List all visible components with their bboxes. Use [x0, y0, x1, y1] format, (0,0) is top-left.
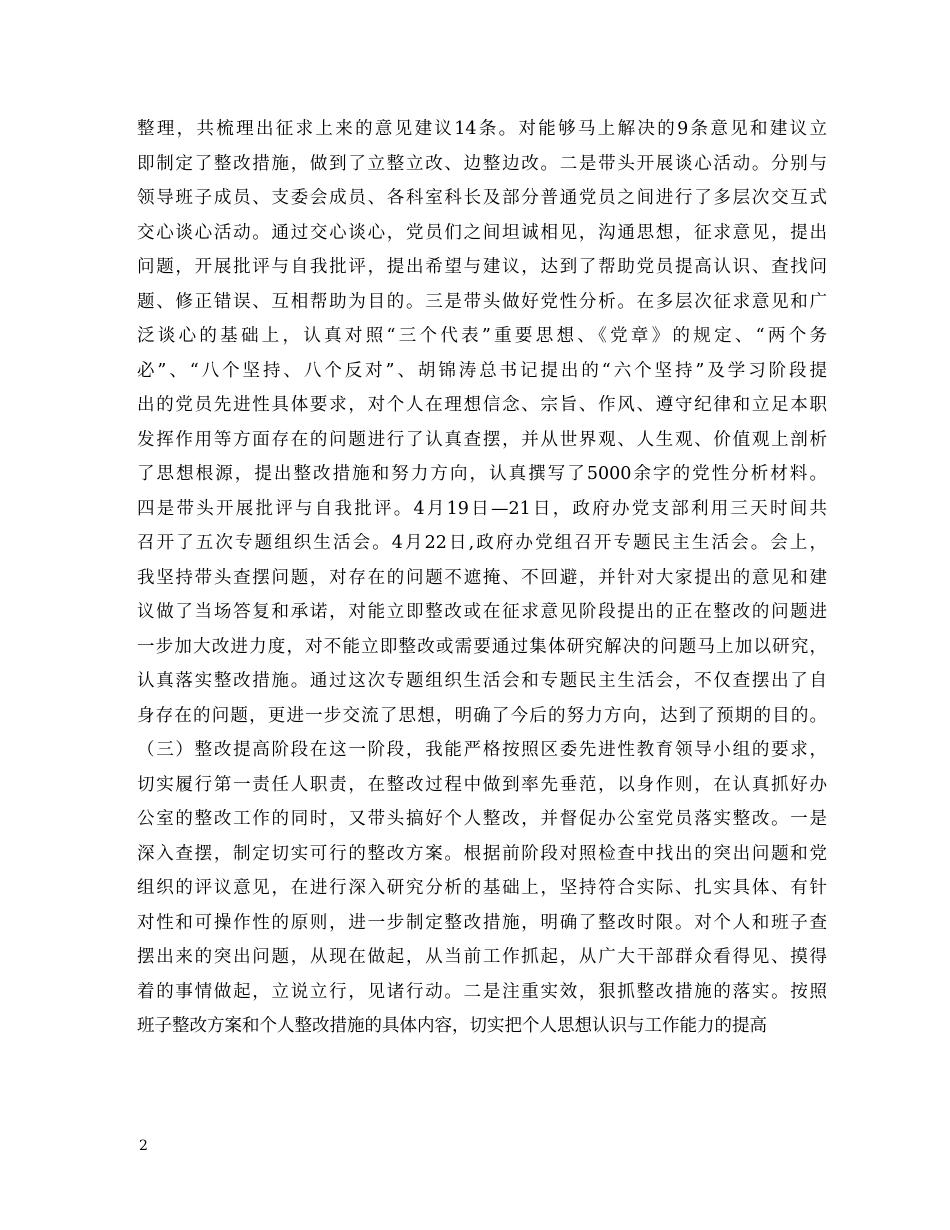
- text-line: 领导班子成员、支委会成员、各科室科长及部分普通党员之间进行了多层次交互式: [137, 188, 827, 208]
- text-line: 交心谈心活动。通过交心谈心，党员们之间坦诚相见，沟通思想，征求意见，提出: [137, 222, 827, 243]
- text-line: 了思想根源，提出整改措施和努力方向，认真撰写了5000余字的党性分析材料。: [137, 464, 827, 484]
- text-line: 一步加大改进力度，对不能立即整改或需要通过集体研究解决的问题马上加以研究，: [137, 636, 827, 657]
- text-line: 发挥作用等方面存在的问题进行了认真查摆，并从世界观、人生观、价值观上剖析: [137, 429, 827, 450]
- text-line: 组织的评议意见，在进行深入研究分析的基础上，坚持符合实际、扎实具体、有针: [137, 878, 827, 898]
- text-line: 题、修正错误、互相帮助为目的。三是带头做好党性分析。在多层次征求意见和广: [137, 291, 827, 312]
- body-text: [137, 112, 827, 1044]
- text-line: 必”、“八个坚持、八个反对”、胡锦涛总书记提出的“六个坚持”及学习阶段提: [137, 360, 827, 381]
- text-line: 问题，开展批评与自我批评，提出希望与建议，达到了帮助党员提高认识、查找问: [137, 257, 827, 277]
- text-line: 整理，共梳理出征求上来的意见建议14条。对能够马上解决的9条意见和建议立: [137, 119, 827, 139]
- text-line: 泛谈心的基础上，认真对照“三个代表”重要思想、《党章》的规定、“两个务: [137, 326, 827, 346]
- text-line: 议做了当场答复和承诺，对能立即整改或在征求意见阶段提出的正在整改的问题进: [137, 602, 827, 622]
- text-line: 深入查摆，制定切实可行的整改方案。根据前阶段对照检查中找出的突出问题和党: [137, 843, 827, 864]
- text-line: 四是带头开展批评与自我批评。4月19日—21日，政府办党支部利用三天时间共: [137, 498, 827, 519]
- text-line: 出的党员先进性具体要求，对个人在理想信念、宗旨、作风、遵守纪律和立足本职: [137, 395, 827, 415]
- text-line: （三）整改提高阶段在这一阶段，我能严格按照区委先进性教育领导小组的要求，: [137, 740, 827, 760]
- text-line: 即制定了整改措施，做到了立整立改、边整边改。二是带头开展谈心活动。分别与: [137, 153, 827, 174]
- text-line: 身存在的问题，更进一步交流了思想，明确了今后的努力方向，达到了预期的目的。: [137, 705, 827, 726]
- text-line: 认真落实整改措施。通过这次专题组织生活会和专题民主生活会，不仅查摆出了自: [137, 671, 827, 691]
- page-number: 2: [139, 1138, 148, 1154]
- text-line: 摆出来的突出问题，从现在做起，从当前工作抓起，从广大干部群众看得见、摸得: [137, 947, 827, 967]
- text-line: 我坚持带头查摆问题，对存在的问题不遮掩、不回避，并针对大家提出的意见和建: [137, 567, 827, 588]
- text-line: 班子整改方案和个人整改措施的具体内容，切实把个人思想认识与工作能力的提高: [137, 1016, 767, 1036]
- text-line: 召开了五次专题组织生活会。4月22日,政府办党组召开专题民主生活会。会上，: [137, 533, 827, 553]
- text-line: 对性和可操作性的原则，进一步制定整改措施，明确了整改时限。对个人和班子查: [137, 912, 827, 933]
- text-line: 公室的整改工作的同时，又带头搞好个人整改，并督促办公室党员落实整改。一是: [137, 809, 827, 829]
- text-line: 切实履行第一责任人职责，在整改过程中做到率先垂范，以身作则，在认真抓好办: [137, 774, 827, 795]
- text-line: 着的事情做起，立说立行，见诸行动。二是注重实效，狠抓整改措施的落实。按照: [137, 981, 827, 1002]
